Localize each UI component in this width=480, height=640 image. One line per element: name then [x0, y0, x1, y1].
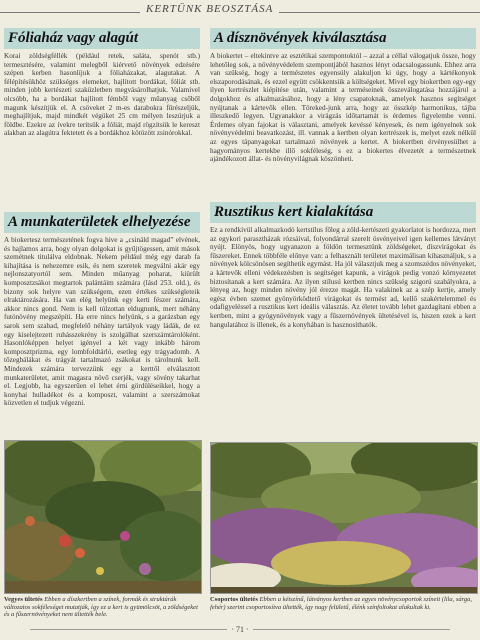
- section-title-foliahaz: Fóliaház vagy alagút: [4, 28, 200, 49]
- right-column: [210, 28, 476, 422]
- left-column: [4, 28, 200, 464]
- garden-photo-mixed-planting: [4, 440, 202, 594]
- caption-right-text: Ebben a kétszínű, látványos kertben az egyes növénycsoportok színeit (lila, sárga, fehér) szerint csoportosítva ültették, így nagy felületű, élénk színfoltokat alakultak ki.: [210, 596, 473, 611]
- section-title-disznovenyek: A dísznövények kiválasztása: [210, 28, 476, 49]
- section-text-rusztikus: Ez a rendkívül alkalmazkodó kertstílus főleg a zöld-kertészeti gyakorlatot is hordozza, mert az egykori parasztházak rózsáival, folyondárral szerelt ösvényeivel igen kellemes látványt nyújt. Elönyös, hogy ugyanazon a földön termesztünk zöldségeket, díszvirágokat és fűszereket. Ennek többféle előnye van: a felhasznált területet maximálisan kihasználjuk, s a növények kölcsönösen segíthetik egymást. Ha jól választjuk meg a szomszédos növényeket, a kártevők elleni védekezésben is segítséget kapunk, a virágok pedig vonzó környezetet biztosítanak a kert számára. Az ilyen stílusú kertben nincs szükség szigorú szabályokra, a lényeg az, hogy minden növény jól érezze magát. Ha valakinek az a szép kertje, amely egész évben szemet gyönyörködtető virágokat és termést ad, kellő szakértelemmel és odafigyeléssel a rusztikus kert ideális választás. Az életet tovább lehet gazdagítani ebben a kertben, mint a gyógynövények vagy a fűszernövények ültetésével is, hiszen ezek a kert hangulatához is illenek, és a konyhában is hasznosíthatók.: [210, 226, 476, 329]
- page-number: · 71 ·: [227, 625, 252, 634]
- photo-caption-right: [210, 596, 476, 611]
- caption-left-title: Vegyes ültetés: [4, 596, 43, 603]
- header-bar: [0, 0, 480, 28]
- footer: [0, 625, 480, 634]
- caption-left-text: Ebben a díszkertben a színek, formák és struktúrák változatos sokféleséget mutatják, így ez a kert is gyümölcsöt, a zöldségeket és a fűszernövényeket nem ültették bele.: [4, 596, 198, 618]
- section-text-munkaterulet: A biokertesz természetének fogva hive a „csináld magad” elvének, és hajlamos arra, hogy olyan dolgokat is gyűjtögessen, amit mások szemétnek titulálva eldobnak. Nekem például még egy darab fa kihajítása is nehezemre esik, és nem szeretek megválni akár egy nejlonszatyortól sem. Minden műanyag poharat, kiürült komposztzsákot megtartok palántáim számára (lásd 253. old.), és bizony sok helyre van szükségem, ezen értékes szükségleteik elraktározására. Ha van elég helyünk egy kerti fészer számára, akkor nincs gond. Nem is kell túlzottan eldugnunk, mert néhány futónövény megszépíti. Ha erre nincs helyünk, s a garázsban egy sarok sem szabad, megfelelő néhány tartályok vagy ládák, de ez egy kiselejtezett ruhásszekrény is szolgálhat szerszámtárolóként. Hasonlóképpen helyet igényel a két vagy inkább három komposztprizma, egy lombfoldtárló, esetleg egy trágyadomb. A tőzegbálákat és trágyát tartalmazó zsákokat is tárolnunk kell. Mindezek számára tervezzünk egy a kerttől elválasztott munkaterületet, amit magasra növő cserjék, vagy sövény takarhat el. Legjobb, ha egyszerűen el lehet érni gördüléseikkel, hogy a konyhai hulladékot és a komposzt, valamint a szerszámokat közvetlen el tudjuk végezni.: [4, 236, 200, 408]
- section-text-disznovenyek: A biokertet – eltekintve az esztétikai szempontoktól – azzal a céllal válogatjuk össze, hogy lehetőleg sok, a növényvédelem szempontjából hasznos lényt odacsalogassunk. Ehhez arra van szükség, hogy a természetes egyensúly alakuljon ki úgy, hogy a kártékonyok elszaporodásának, és ezzel együtt csökkentsük a költségeket. Mivel egy biokertben egy-egy ilyen kertrészlet kiépítése után, valamint a terméseinek összeválogatása hozzájárul a dolgokhoz és alkalmazásához, hogy a lény csapatoknak, amelyek hasznos segítséget nyújtanak a kártevők ellen. Töreked-junk arra, hogy az összkép harmonikus, tájba illeszkedő legyen. Ugyanakkor a virágzás időtartamát is érdemes figyelembe venni. Érdemes olyan fajokat is választani, amelyek kevéssé kényesek, és nem igényelnek sok növényvédelmi beavatkozást, ill. vannak a kertben olyan kertrészek is, melyet ezek nélkül az egyes tápanyagokat tartalmazó növények a kertet. A biokertben érvényesülhet a hagyományos kertekbe illő sokféleség, s ez a biokertes élvezetét a természetnek ajándékozott állat- és növényvilágnak köszönheti.: [210, 52, 476, 164]
- section-title-munkaterulet: A munkaterületek elhelyezése: [4, 212, 200, 233]
- garden-photo-group-planting: [210, 442, 478, 594]
- section-title-rusztikus: Rusztikus kert kialakítása: [210, 202, 476, 223]
- photo-caption-left: [4, 596, 200, 619]
- section-text-foliahaz: Korai zöldségféllék (például retek, saláta, spenót stb.) termesztésére, valamint melegből kiérvető növények edzésére szépen kerben hasonlíjuk a fóliaházakat, alagutakat. A félépítésükhöz szükséges elemeket, hajlított bordákat, fóliát stb. minden jobb kertészeti szaküzletben megvásárolhatjuk. Valamivel olcsóbb, ha a bordákat hajlított fémből vagy műanyag csőből magunk készítjük el. A csöveket 2 m-es darabokra fűrészeljük, meghajlítjuk, majd mindkét végüket 25 cm mélyen leszúrjuk a földbe. Ezekre az ívekre terítsük a fóliát, majd rögzítsük le kereszt alakban az alagútra fektetett és a bordákhoz kötözött zsinórokkal.: [4, 52, 200, 138]
- running-header: KERTÜNK BEOSZTÁSA: [140, 3, 279, 15]
- caption-right-title: Csoportos ültetés: [210, 596, 258, 603]
